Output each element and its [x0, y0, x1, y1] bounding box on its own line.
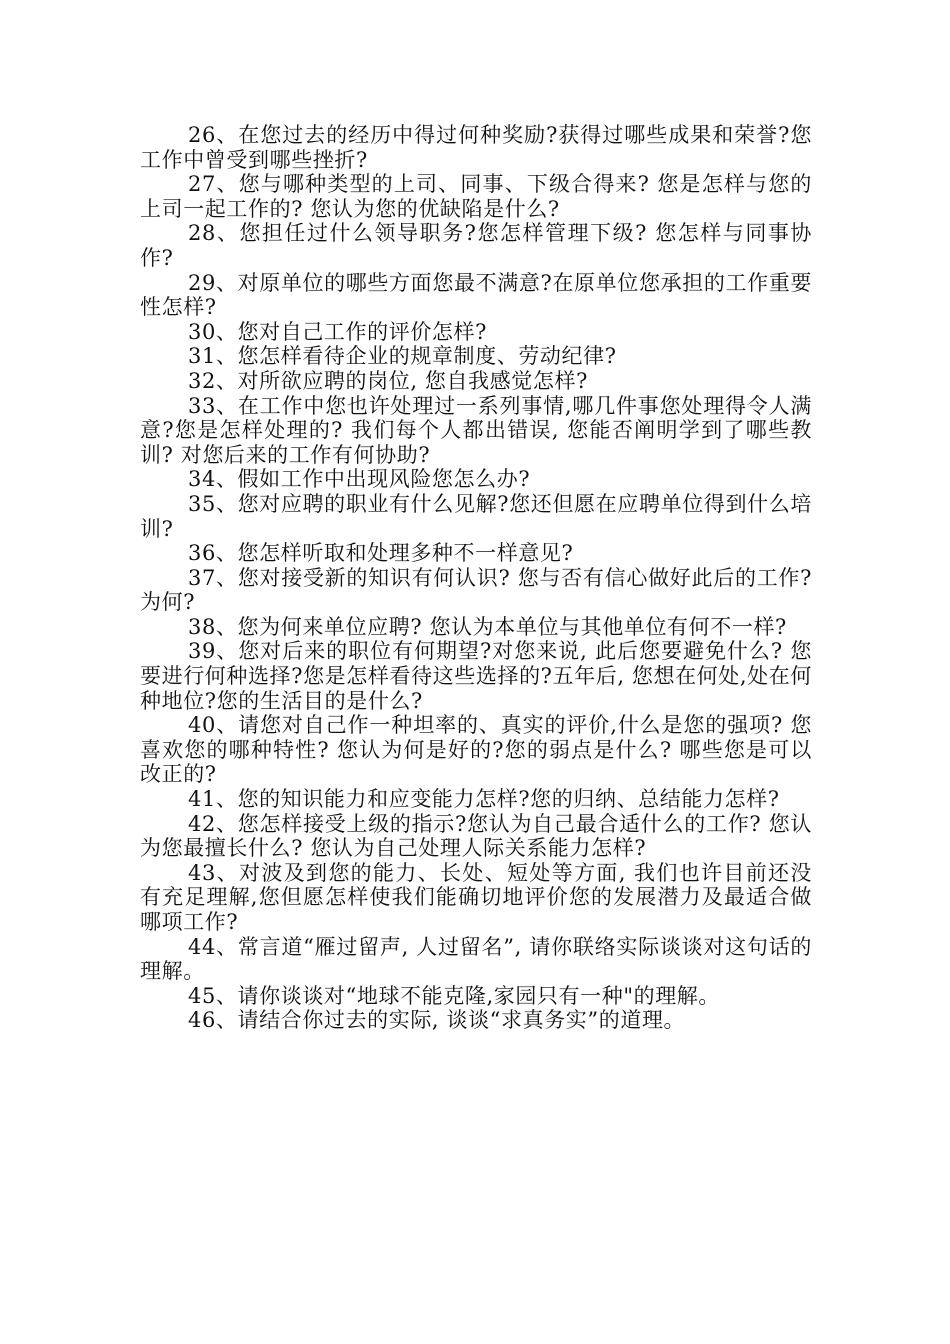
question-42: 42、您怎样接受上级的指示?您认为自己最合适什么的工作? 您认为您最擅长什么? 您认为自己处理人际关系能力怎样?: [140, 811, 812, 861]
question-44: 44、常言道“雁过留声, 人过留名”, 请你联络实际谈谈对这句话的理解。: [140, 934, 812, 984]
question-35: 35、您对应聘的职业有什么见解?您还但愿在应聘单位得到什么培训?: [140, 491, 812, 541]
question-28: 28、您担任过什么领导职务?您怎样管理下级? 您怎样与同事协作?: [140, 221, 812, 270]
question-29: 29、对原单位的哪些方面您最不满意?在原单位您承担的工作重要性怎样?: [140, 270, 812, 320]
question-40: 40、请您对自己作一种坦率的、真实的评价,什么是您的强项? 您喜欢您的哪种特性? 您认为何是好的?您的弱点是什么? 哪些您是可以改正的?: [140, 713, 812, 787]
question-39: 39、您对后来的职位有何期望?对您来说, 此后您要避免什么? 您要进行何种选择?您是怎样看待这些选择的?五年后, 您想在何处,处在何种地位?您的生活目的是什么?: [140, 639, 812, 713]
question-41: 41、您的知识能力和应变能力怎样?您的归纳、总结能力怎样?: [188, 787, 780, 812]
question-43: 43、对波及到您的能力、长处、短处等方面, 我们也许目前还没有充足理解,您但愿怎样使我们能确切地评价您的发展潜力及最适合做哪项工作?: [140, 860, 812, 934]
question-26: 26、在您过去的经历中得过何种奖励?获得过哪些成果和荣誉?您工作中曾受到哪些挫折?: [140, 123, 812, 172]
question-46: 46、请结合你过去的实际, 谈谈“求真务实”的道理。: [188, 1008, 686, 1033]
question-31: 31、您怎样看待企业的规章制度、劳动纪律?: [188, 344, 617, 369]
question-34: 34、假如工作中出现风险您怎么办?: [188, 467, 531, 492]
question-37: 37、您对接受新的知识有何认识? 您与否有信心做好此后的工作? 为何?: [140, 565, 812, 615]
question-32: 32、对所欲应聘的岗位, 您自我感觉怎样?: [188, 368, 588, 393]
question-36: 36、您怎样听取和处理多种不一样意见?: [188, 541, 574, 566]
document-body: [140, 123, 812, 1033]
question-38: 38、您为何来单位应聘? 您认为本单位与其他单位有何不一样?: [188, 614, 787, 639]
question-33: 33、在工作中您也许处理过一系列事情,哪几件事您处理得令人满意?您是怎样处理的? 我们每个人都出错误, 您能否阐明学到了哪些教训? 对您后来的工作有何协助?: [140, 393, 812, 467]
question-27: 27、您与哪种类型的上司、同事、下级合得来? 您是怎样与您的上司一起工作的? 您认为您的优缺陷是什么?: [140, 172, 812, 221]
question-45: 45、请你谈谈对“地球不能克隆,家园只有一种"的理解。: [188, 983, 720, 1008]
question-30: 30、您对自己工作的评价怎样?: [188, 319, 487, 344]
